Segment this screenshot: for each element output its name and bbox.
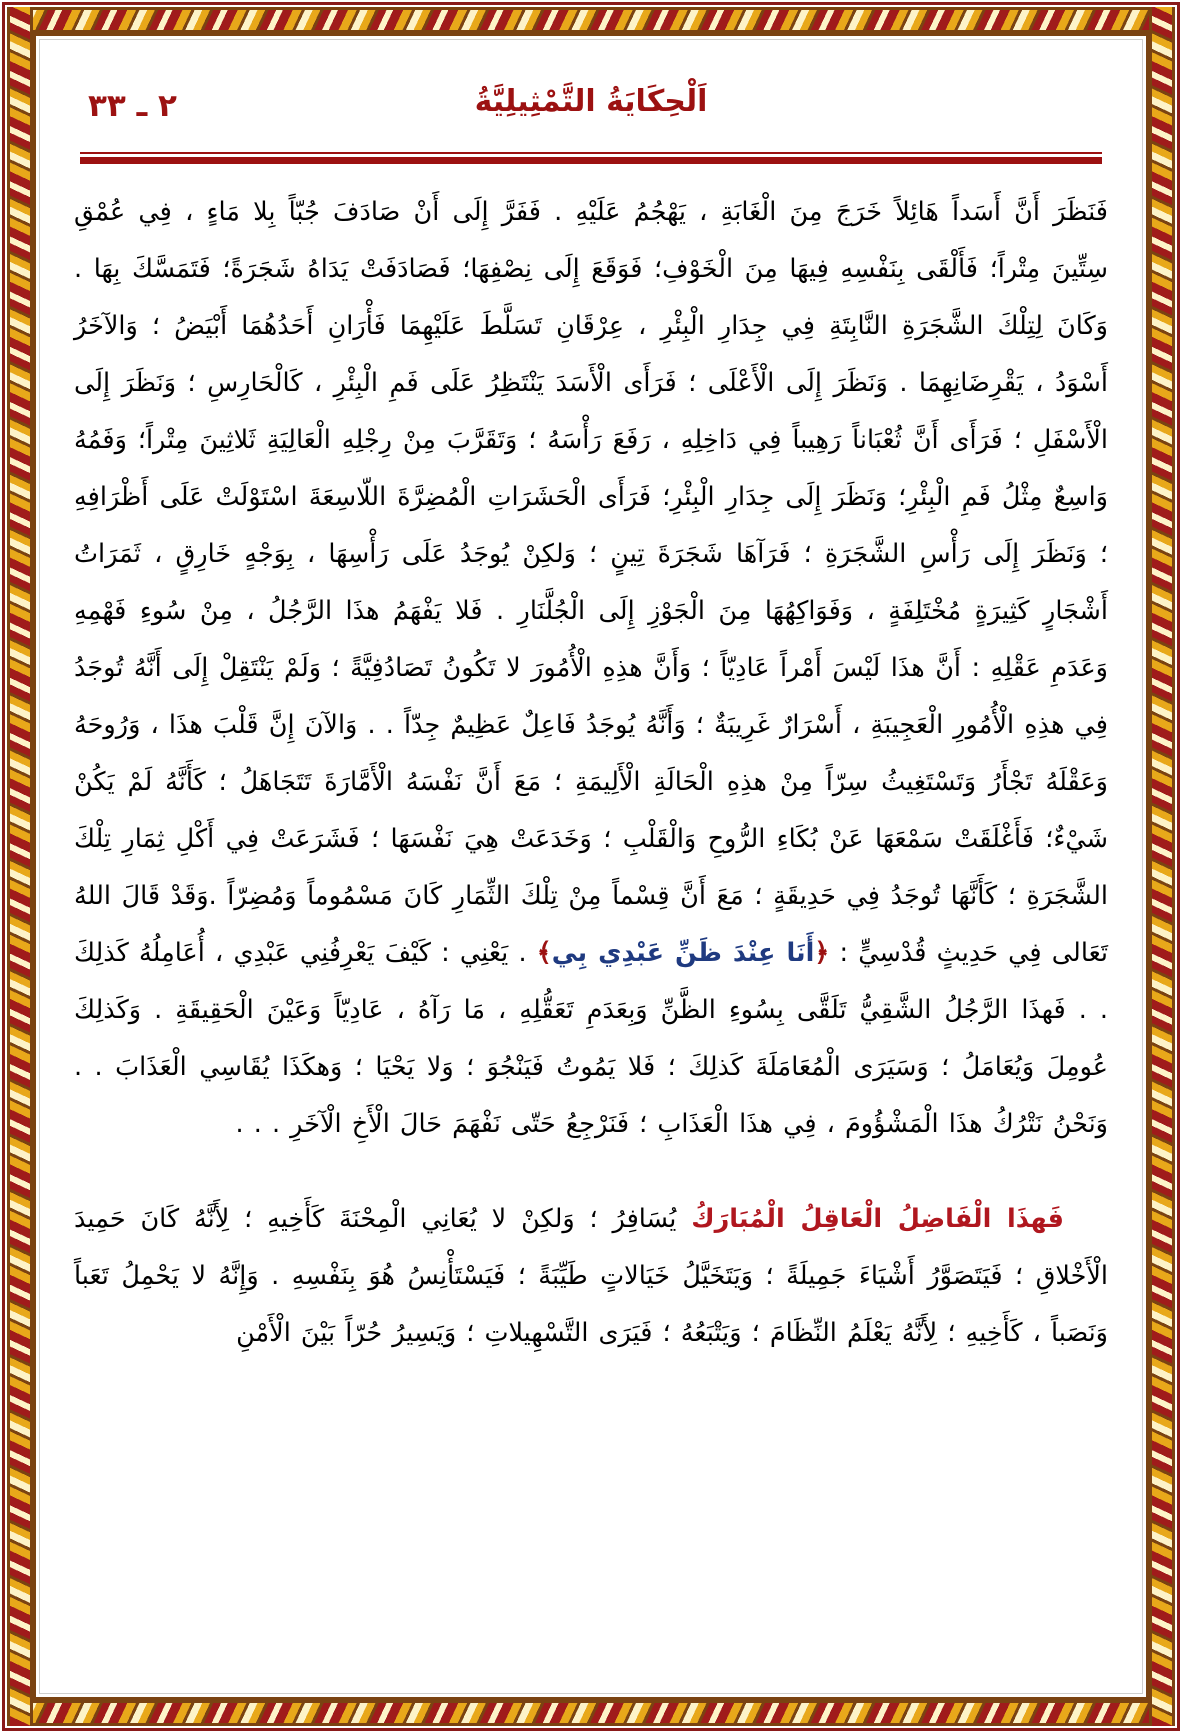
divider-line-thick — [80, 157, 1102, 164]
paragraph-story — [74, 184, 1108, 1153]
hadith-close-brace-icon: ﴾ — [536, 938, 552, 968]
border-ornament-left — [7, 7, 33, 1726]
paragraph-story-text: فَنَظَرَ أَنَّ أَسَداً هَائِلاً خَرَجَ مِنَ الْغَابَةِ ، يَهْجُمُ عَلَيْهِ . فَفَرَّ إِلَى أَنْ صَادَفَ جُبّاً بِلا مَاءٍ ، فِي عُمْقِ سِتِّينَ مِتْراً؛ فَأَلْقَى بِنَفْسِهِ فِيهَا مِنَ الْخَوْفِ؛ فَوَقَعَ إِلَى نِصْفِهَا؛ فَصَادَفَتْ يَدَاهُ شَجَرَةً؛ فَتَمَسَّكَ بِهَا . وَكَانَ لِتِلْكَ الشَّجَرَةِ النَّابِتَةِ فِي جِدَارِ الْبِئْرِ ، عِرْقَانِ تَسَلَّطَ عَلَيْهِمَا فَأْرَانِ أَحَدُهُمَا أَبْيَضُ ؛ وَالآخَرُ أَسْوَدُ ، يَقْرِضَانِهِمَا . وَنَظَرَ إِلَى الْأَعْلَى ؛ فَرَأَى الْأَسَدَ يَنْتَظِرُ عَلَى فَمِ الْبِئْرِ ، كَالْحَارِسِ ؛ وَنَظَرَ إِلَى الْأَسْفَلِ ؛ فَرَأَى أَنَّ ثُعْبَاناً رَهِيباً فِي دَاخِلِهِ ، رَفَعَ رَأْسَهُ ؛ وَتَقَرَّبَ مِنْ رِجْلِهِ الْعَالِيَةِ ثَلاثِينَ مِتْراً؛ وَفَمُهُ وَاسِعٌ مِثْلُ فَمِ الْبِئْرِ؛ وَنَظَرَ إِلَى جِدَارِ الْبِئْرِ؛ فَرَأَى الْحَشَرَاتِ الْمُضِرَّةَ اللّاسِعَةَ اسْتَوْلَتْ عَلَى أَظْرَافِهِ ؛ وَنَظَرَ إِلَى رَأْسِ الشَّجَرَةِ ؛ فَرَآهَا شَجَرَةَ تِينٍ ؛ وَلكِنْ يُوجَدُ عَلَى رَأْسِهَا ، بِوَجْهٍ خَارِقٍ ، ثَمَرَاتُ أَشْجَارٍ كَثِيرَةٍ مُخْتَلِفَةٍ ، وَفَوَاكِهُهَا مِنَ الْجَوْزِ إِلَى الْجُلَّنَارِ . فَلا يَفْهَمُ هذَا الرَّجُلُ ، مِنْ سُوءِ فَهْمِهِ وَعَدَمِ عَقْلِهِ : أَنَّ هذَا لَيْسَ أَمْراً عَادِيّاً ؛ وَأَنَّ هذِهِ الْأُمُورَ لا تَكُونُ تَصَادُفِيَّةً ؛ وَلَمْ يَنْتَقِلْ إِلَى أَنَّهُ تُوجَدُ فِي هذِهِ الْأُمُورِ الْعَجِيبَةِ ، أَسْرَارٌ غَرِيبَةٌ ؛ وَأَنَّهُ يُوجَدُ فَاعِلٌ عَظِيمٌ جِدّاً . . وَالآنَ إِنَّ قَلْبَ هذَا ، وَرُوحَهُ وَعَقْلَهُ تَجْأَرُ وَتَسْتَغِيثُ سِرّاً مِنْ هذِهِ الْحَالَةِ الْأَلِيمَةِ ؛ مَعَ أَنَّ نَفْسَهُ الْأَمَّارَةَ تَتَجَاهَلُ ؛ كَأَنَّهُ لَمْ يَكُنْ شَيْءٌ؛ فَأَغْلَقَتْ سَمْعَهَا عَنْ بُكَاءِ الرُّوحِ وَالْقَلْبِ ؛ وَخَدَعَتْ هِيَ نَفْسَهَا ؛ فَشَرَعَتْ فِي أَكْلِ ثِمَارِ تِلْكَ الشَّجَرَةِ ؛ كَأَنَّهَا تُوجَدُ فِي حَدِيقَةٍ ؛ مَعَ أَنَّ قِسْماً مِنْ تِلْكَ الثِّمَارِ كَانَ مَسْمُوماً وَمُضِرّاً . — [74, 197, 1108, 911]
header-divider — [80, 152, 1102, 164]
page-content — [48, 48, 1134, 1685]
body-text — [74, 184, 1108, 1362]
page-number: ٢ ـ ٣٣ — [88, 88, 177, 124]
paragraph-blessed-brother-text: يُسَافِرُ ؛ وَلكِنْ لا يُعَانِي الْمِحْنَةَ كَأَخِيهِ ؛ لِأَنَّهُ كَانَ حَمِيدَ الْأَخْلاقِ ؛ فَيَتَصَوَّرُ أَشْيَاءَ جَمِيلَةً ؛ وَيَتَخَيَّلُ خَيَالاتٍ طَيِّبَةً ؛ فَيَسْتَأْنِسُ هُوَ بِنَفْسِهِ . وَإِنَّهُ لا يَحْمِلُ تَعَباً وَنَصَباً ، كَأَخِيهِ ؛ لِأَنَّهُ يَعْلَمُ النِّظَامَ ؛ وَيَتْبَعُهُ ؛ فَيَرَى التَّسْهِيلاتِ ؛ وَيَسِيرُ حُرّاً بَيْنَ الْأَمْنِ — [74, 1204, 1108, 1348]
border-ornament-top — [7, 7, 1175, 33]
paragraph-after-hadith: . يَعْنِي : كَيْفَ يَعْرِفُنِي عَبْدِي ، أُعَامِلُهُ كَذلِكَ . . فَهذَا الرَّجُلُ الشَّقِيُّ تَلَقَّى بِسُوءِ الظَّنِّ وَبِعَدَمِ تَعَقُّلِهِ ، مَا رَآهُ ، عَادِيّاً وَعَيْنَ الْحَقِيقَةِ . وَكَذلِكَ عُومِلَ وَيُعَامَلُ ؛ وَسَيَرَى الْمُعَامَلَةَ كَذلِكَ ؛ فَلا يَمُوتُ فَيَنْجُوَ ؛ وَلا يَحْيَا ؛ وَهكَذَا يُقَاسِي الْعَذَابَ . . وَنَحْنُ نَتْرُكُ هذَا الْمَشْؤُومَ ، فِي هذَا الْعَذَابِ ؛ فَنَرْجِعُ حَتّى نَفْهَمَ حَالَ الْأَخِ الْآخَرِ . . . — [74, 938, 1108, 1139]
border-ornament-right — [1149, 7, 1175, 1726]
border-ornament-bottom — [7, 1700, 1175, 1726]
hadith-quote: أَنَا عِنْدَ ظَنِّ عَبْدِي بِي — [551, 938, 815, 968]
hadith-intro-text: وَقَدْ قَالَ اللهُ تَعَالى فِي حَدِيثٍ قُدْسِيٍّ : — [74, 881, 1108, 968]
paragraph-blessed-brother — [74, 1191, 1108, 1362]
hadith-open-brace-icon: ﴿ — [814, 938, 830, 968]
chapter-title: اَلْحِكَايَةُ التَّمْثِيلِيَّةُ — [474, 84, 708, 119]
page-header — [74, 70, 1108, 144]
divider-line-thin — [80, 152, 1102, 154]
paragraph-blessed-brother-highlight: فَهذَا الْفَاضِلُ الْعَاقِلُ الْمُبَارَكُ — [691, 1204, 1064, 1234]
